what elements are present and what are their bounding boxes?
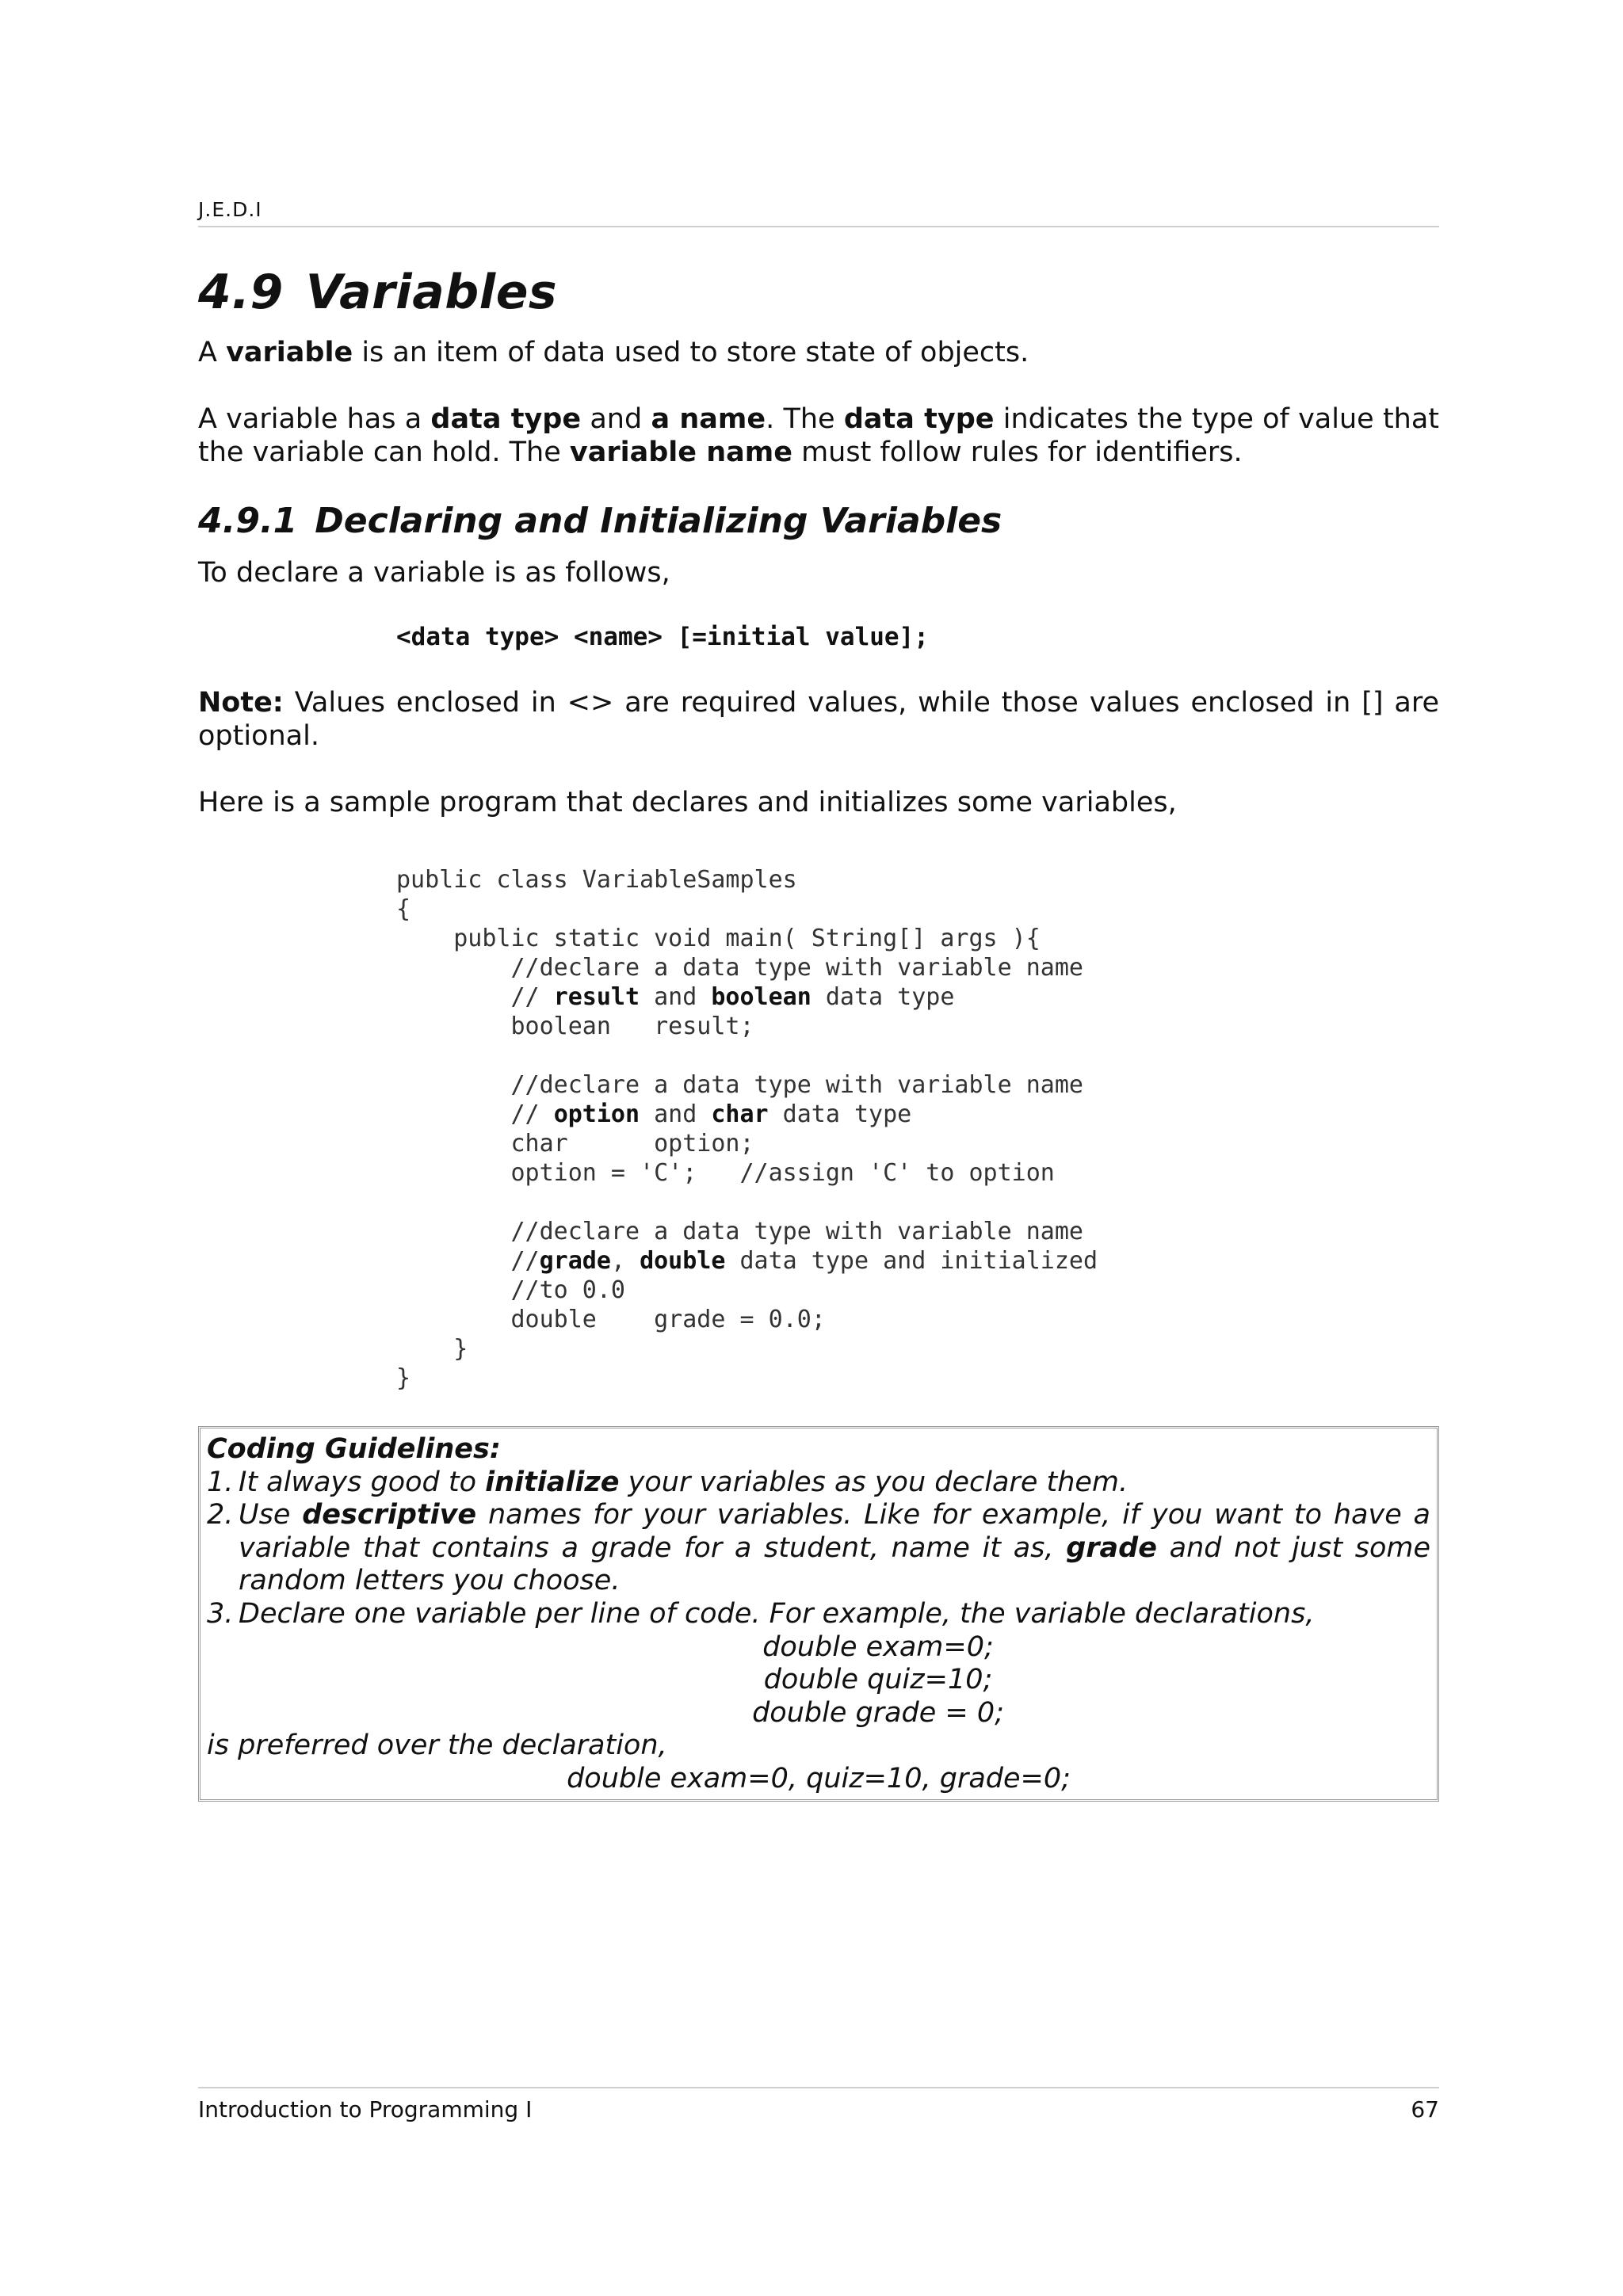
text: A variable has a: [198, 403, 431, 435]
section-title: Variables: [305, 265, 558, 320]
note-label: Note:: [198, 687, 284, 719]
code-text: data type and initialized: [725, 1247, 1098, 1275]
code-text: data type: [811, 983, 955, 1011]
guidelines-list: [207, 1466, 1430, 1631]
footer-title: Introduction to Programming I: [198, 2096, 533, 2122]
term-a-name: a name: [651, 403, 766, 435]
code-line: //declare a data type with variable name: [396, 954, 1083, 982]
guideline-item-2: [207, 1499, 1430, 1598]
preferred-text: is preferred over the declaration,: [207, 1730, 667, 1762]
guideline-item-1: [207, 1466, 1430, 1500]
text: is an item of data used to store state of objects.: [353, 337, 1029, 368]
page-number: 67: [1411, 2096, 1439, 2122]
text: and: [581, 403, 651, 435]
page-footer: [198, 2087, 1439, 2122]
emphasis: descriptive: [302, 1499, 477, 1531]
guideline-item-3: [207, 1598, 1430, 1631]
code-line: public static void main( String[] args ){: [396, 925, 1041, 952]
page-header: [198, 198, 1439, 227]
text: It always good to: [239, 1466, 486, 1498]
code-line: }: [396, 1335, 468, 1363]
guidelines-title: Coding Guidelines:: [207, 1433, 501, 1465]
item-number: 3.: [207, 1597, 234, 1630]
code-line: //declare a data type with variable name: [396, 1218, 1083, 1245]
example-line: double exam=0, quiz=10, grade=0;: [567, 1762, 1071, 1794]
text: your variables as you declare them.: [619, 1466, 1128, 1498]
code-line: public class VariableSamples: [396, 866, 797, 894]
note-text: Values enclosed in <> are required values, while those values enclosed in [] are optional.: [198, 687, 1439, 752]
subsection-title: Declaring and Initializing Variables: [315, 501, 1002, 541]
sample-intro: Here is a sample program that declares and initializes some variables,: [198, 787, 1177, 818]
term-data-type: data type: [843, 403, 995, 435]
code-line: }: [396, 1364, 411, 1392]
section-heading: [198, 265, 557, 320]
example-line: double quiz=10;: [763, 1664, 993, 1696]
subsection-number: 4.9.1: [198, 501, 298, 541]
code-bold: boolean: [711, 983, 812, 1011]
code-line: [396, 1247, 1098, 1275]
text: names for your variables. Like for example, if you want to have a variable that contains a grade for a student, name it as,: [239, 1499, 1430, 1564]
code-bold: char: [711, 1100, 769, 1128]
code-line: char option;: [396, 1130, 754, 1158]
subsection-heading: [198, 501, 1002, 541]
example-line: double exam=0;: [762, 1630, 994, 1663]
item-number: 2.: [207, 1499, 234, 1531]
text: A: [198, 337, 227, 368]
code-line: //declare a data type with variable name: [396, 1071, 1083, 1099]
code-line: option = 'C'; //assign 'C' to option: [396, 1159, 1055, 1187]
code-bold: double: [640, 1247, 726, 1275]
header-text: J.E.D.I: [198, 198, 262, 221]
code-line: [396, 983, 954, 1011]
example-line: double grade = 0;: [752, 1696, 1004, 1729]
code-text: data type: [768, 1100, 912, 1128]
text: Use: [239, 1499, 303, 1531]
code-sample: [396, 865, 1098, 1393]
note-paragraph: [198, 686, 1439, 753]
text: and not just some random letters you choose.: [239, 1531, 1430, 1597]
term-variable: variable: [226, 337, 353, 368]
code-text: //: [396, 983, 554, 1011]
code-line: [396, 1100, 911, 1128]
code-bold: result: [553, 983, 640, 1011]
code-line: double grade = 0.0;: [396, 1306, 826, 1333]
emphasis: grade: [1066, 1531, 1157, 1564]
section-number: 4.9: [198, 265, 284, 320]
code-text: and: [640, 1100, 712, 1128]
text: . The: [766, 403, 844, 435]
term-variable-name: variable name: [569, 437, 792, 468]
declare-intro: To declare a variable is as follows,: [198, 557, 670, 589]
text: must follow rules for identifiers.: [792, 437, 1243, 468]
code-text: //: [396, 1100, 554, 1128]
term-data-type: data type: [430, 403, 582, 435]
code-bold: grade: [539, 1247, 611, 1275]
code-bold: option: [553, 1100, 640, 1128]
code-text: //: [396, 1247, 540, 1275]
text: indicates the type of value that the variable can hold. The: [198, 403, 1440, 468]
code-text: and: [640, 983, 712, 1011]
coding-guidelines-box: [198, 1426, 1439, 1802]
emphasis: initialize: [485, 1466, 620, 1498]
code-line: boolean result;: [396, 1013, 754, 1040]
code-line: {: [396, 895, 411, 923]
text: Declare one variable per line of code. For example, the variable declarations,: [239, 1597, 1315, 1630]
intro-paragraph-2: [198, 402, 1439, 469]
code-line: //to 0.0: [396, 1276, 625, 1304]
code-text: ,: [610, 1247, 640, 1275]
item-number: 1.: [207, 1466, 234, 1498]
intro-paragraph-1: [198, 336, 1439, 369]
declaration-syntax: <data type> <name> [=initial value];: [396, 623, 929, 651]
